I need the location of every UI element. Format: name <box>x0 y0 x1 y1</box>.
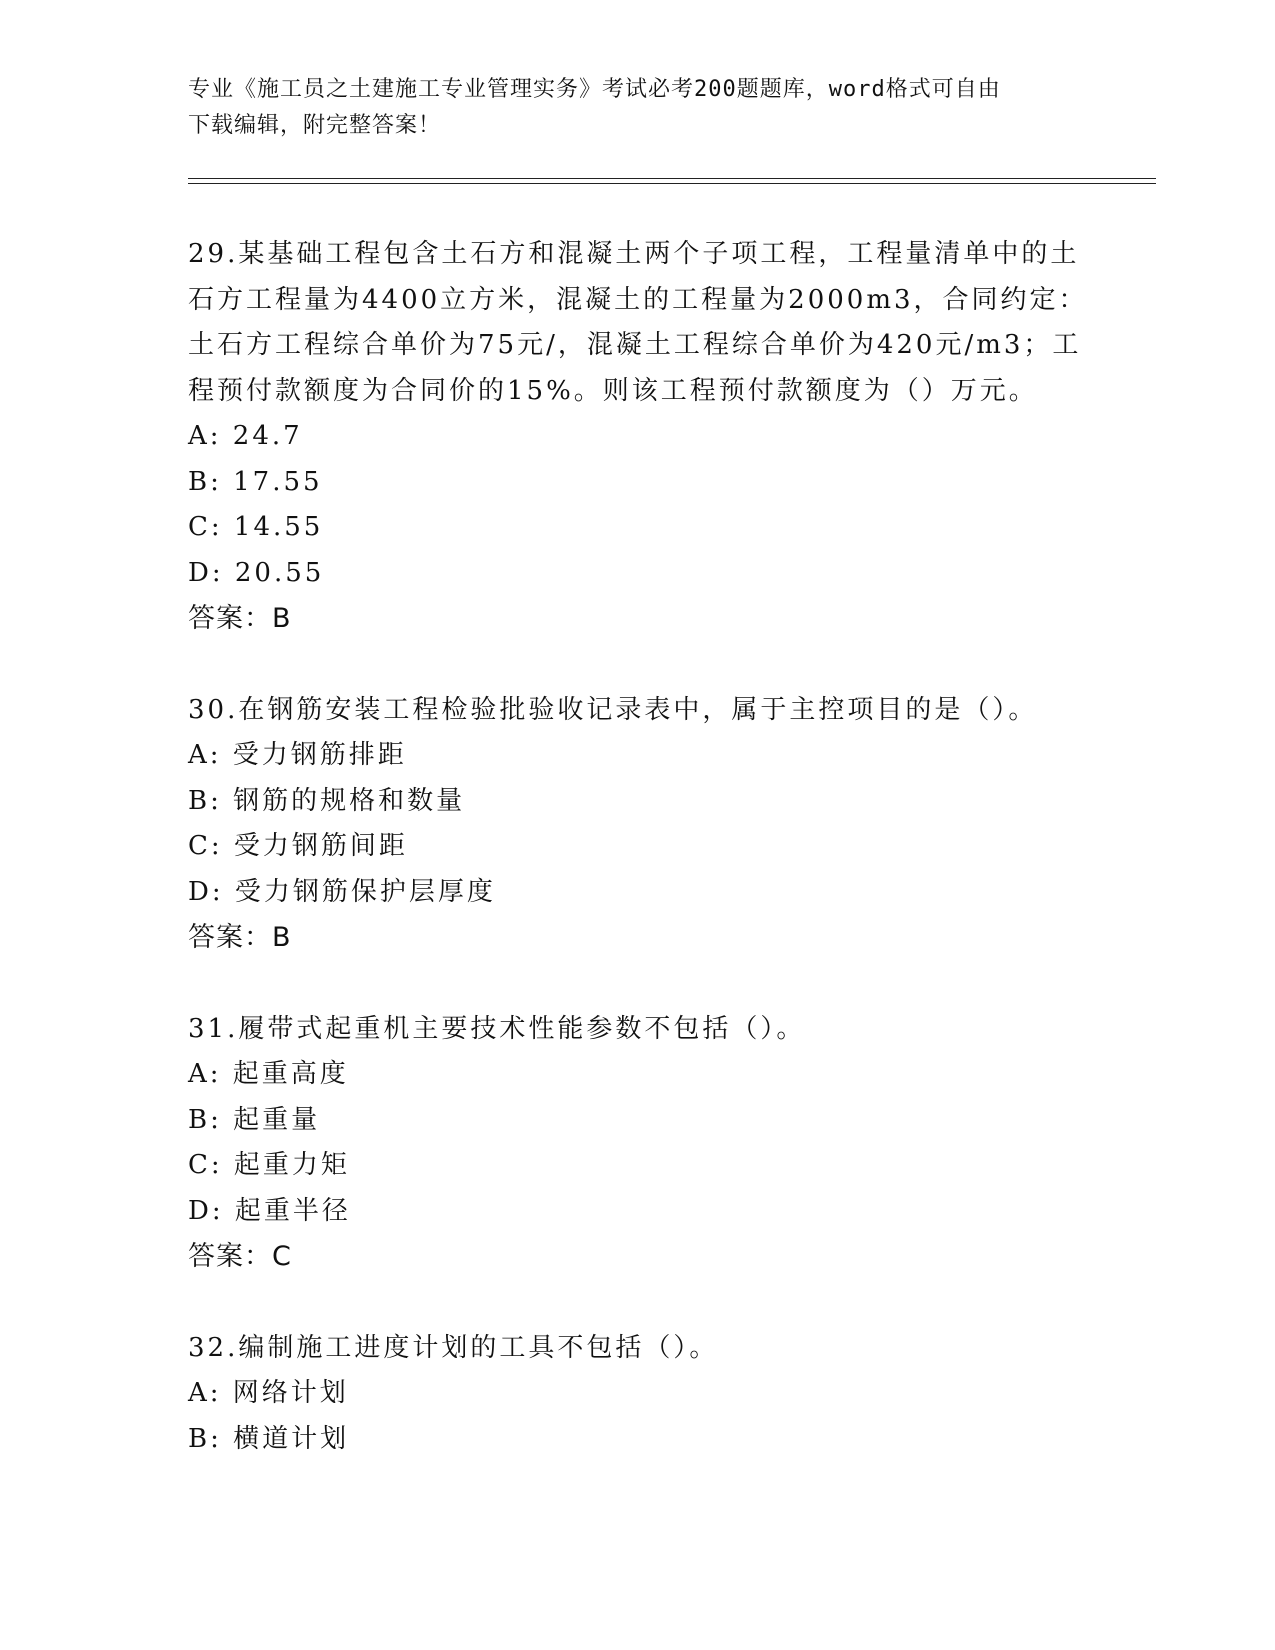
option-d: D: 起重半径 <box>188 1195 351 1226</box>
question-31 <box>188 1007 1088 1280</box>
answer: 答案：B <box>188 922 292 953</box>
document-header <box>188 72 1088 144</box>
option-b: B: 起重量 <box>188 1104 321 1135</box>
option-a: A: 起重高度 <box>188 1059 349 1089</box>
answer: 答案：C <box>188 1241 292 1272</box>
question-text: 29.某基础工程包含土石方和混凝土两个子项工程，工程量清单中的土石方工程量为4400立方米，混凝土的工程量为2000m3，合同约定：土石方工程综合单价为75元/，混凝土工程综合单价为420元/m3；工程预付款额度为合同价的15%。则该工程预付款额度为（）万元。 <box>188 239 1088 406</box>
option-b: B: 钢筋的规格和数量 <box>188 785 466 816</box>
option-c: C: 14.55 <box>188 512 324 542</box>
option-c: C: 起重力矩 <box>188 1150 350 1180</box>
header-line-2: 下载编辑，附完整答案！ <box>188 113 442 138</box>
question-text: 30.在钢筋安装工程检验批验收记录表中，属于主控项目的是（）。 <box>188 694 1038 725</box>
option-d: D: 受力钢筋保护层厚度 <box>188 876 496 907</box>
question-29 <box>188 232 1088 642</box>
option-d: D: 20.55 <box>188 557 325 588</box>
question-text: 31.履带式起重机主要技术性能参数不包括（）。 <box>188 1013 806 1044</box>
header-divider-bottom <box>188 183 1156 184</box>
question-text: 32.编制施工进度计划的工具不包括（）。 <box>188 1332 719 1363</box>
option-b: B: 17.55 <box>188 466 323 497</box>
header-divider-top <box>188 178 1156 179</box>
question-32 <box>188 1326 1088 1463</box>
question-list <box>188 232 1088 1508</box>
option-a: A: 受力钢筋排距 <box>188 740 407 770</box>
option-c: C: 受力钢筋间距 <box>188 831 408 861</box>
option-a: A: 网络计划 <box>188 1378 349 1408</box>
option-a: A: 24.7 <box>188 421 303 451</box>
header-line-1: 专业《施工员之土建施工专业管理实务》考试必考200题题库，word格式可自由 <box>188 77 1001 102</box>
option-b: B: 横道计划 <box>188 1423 350 1454</box>
question-30 <box>188 688 1088 961</box>
answer: 答案：B <box>188 603 292 634</box>
